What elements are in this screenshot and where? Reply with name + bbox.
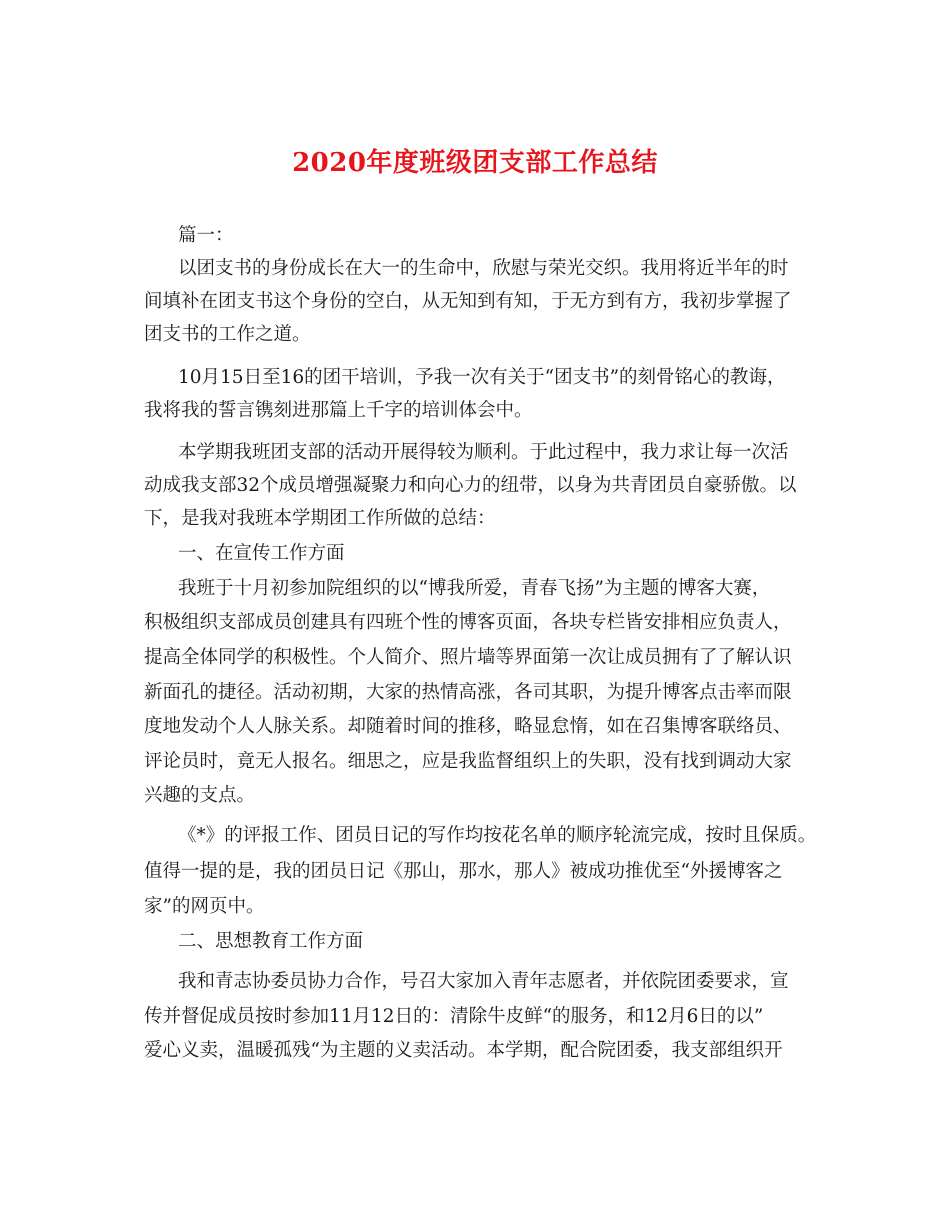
text-line: 本学期我班团支部的活动开展得较为顺利。于此过程中，我力求让每一次活 [178, 442, 789, 463]
section-heading: 二、思想教育工作方面 [178, 931, 364, 952]
text-line: 兴趣的支点。 [144, 785, 256, 806]
text-line: 间填补在团支书这个身份的空白，从无知到有知，于无方到有方，我初步掌握了 [144, 291, 792, 312]
text-line: 值得一提的是，我的团员日记《那山，那水，那人》被成功推优至“外援博客之 [144, 861, 783, 882]
text-line: 篇一： [178, 225, 234, 246]
text-line: 评论员时，竟无人报名。细思之，应是我监督组织上的失职，没有找到调动大家 [144, 751, 792, 772]
text-line: 我将我的誓言镌刻进那篇上千字的培训体会中。 [144, 400, 533, 421]
text-line: 下，是我对我班本学期团工作所做的总结： [144, 508, 496, 529]
text-line: 积极组织支部成员创建具有四班个性的博客页面，各块专栏皆安排相应负责人， [144, 612, 792, 633]
text-line: 度地发动个人人脉关系。却随着时间的推移，略显怠惰，如在召集博客联络员、 [144, 716, 792, 737]
text-line: 传并督促成员按时参加11月12日的：清除牛皮鲜“的服务，和12月6日的以” [144, 1006, 764, 1027]
text-line: 我和青志协委员协力合作，号召大家加入青年志愿者，并依院团委要求，宣 [178, 971, 789, 992]
text-line: 以团支书的身份成长在大一的生命中，欣慰与荣光交织。我用将近半年的时 [178, 258, 789, 279]
text-line: 10月15日至16的团干培训，予我一次有关于“团支书”的刻骨铭心的教诲， [178, 367, 786, 388]
text-line: 动成我支部32个成员增强凝聚力和向心力的纽带，以身为共青团员自豪骄傲。以 [144, 475, 797, 496]
text-line: 提高全体同学的积极性。个人简介、照片墙等界面第一次让成员拥有了了解认识 [144, 647, 792, 668]
text-line: 家”的网页中。 [144, 896, 265, 917]
text-line: 《*》的评报工作、团员日记的写作均按花名单的顺序轮流完成，按时且保质。 [178, 825, 817, 846]
section-heading: 一、在宣传工作方面 [178, 543, 345, 564]
text-line: 团支书的工作之道。 [144, 324, 311, 345]
text-line: 爱心义卖，温暖孤残“为主题的义卖活动。本学期，配合院团委，我支部组织开 [144, 1040, 783, 1061]
document-title: 2020年度班级团支部工作总结 [292, 148, 658, 178]
text-line: 新面孔的捷径。活动初期，大家的热情高涨，各司其职，为提升博客点击率而限 [144, 682, 792, 703]
text-line: 我班于十月初参加院组织的以“博我所爱，青春飞扬”为主题的博客大赛， [178, 578, 771, 599]
